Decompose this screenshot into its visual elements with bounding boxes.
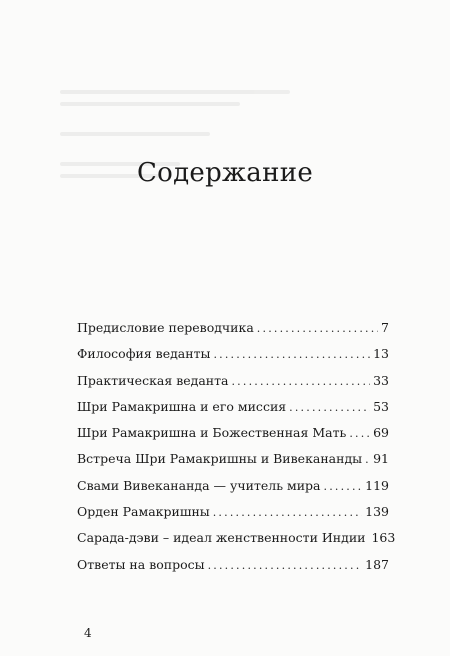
toc-entry-title: Шри Рамакришна и Божественная Мать [77,425,347,441]
dot-leader [349,421,370,447]
toc-entry-title: Орден Рамакришны [77,504,210,520]
toc-entry-page: 91 [373,451,389,467]
toc-entry[interactable] [77,473,389,499]
toc-entry-page: 139 [365,504,389,520]
dot-leader [289,395,370,421]
toc-entry-page: 13 [373,346,389,362]
toc-entry-title: Свами Вивекананда — учитель мира [77,477,321,493]
toc-entry[interactable] [77,394,389,420]
toc-entry-title: Предисловие переводчика [77,320,254,335]
page-title: Содержание [136,158,314,188]
toc-entry-title: Шри Рамакришна и его миссия [77,398,287,414]
toc-entry[interactable] [77,420,389,446]
dot-leader [231,369,370,395]
toc-entry-title: Практическая веданта [77,372,229,388]
toc-entry-page: 119 [365,477,389,493]
toc-entry-page: 163 [371,530,396,546]
toc-entry-title: Философия веданты [77,346,211,362]
toc-entry-page: 33 [373,372,389,388]
toc-entry[interactable] [77,315,389,341]
toc-entry-title: Ответы на вопросы [77,556,205,572]
toc-entry-title: Сарада-дэви – идеал женственности Индии [77,530,366,546]
dot-leader [365,447,370,473]
dot-leader [324,474,363,500]
toc-entry-page: 187 [365,556,389,572]
toc-entry[interactable] [77,446,389,472]
toc-entry[interactable] [77,525,396,551]
dot-leader [257,316,378,342]
toc-entry-title: Встреча Шри Рамакришны и Вивекананды [77,451,363,467]
toc-entry[interactable] [77,341,389,367]
dot-leader [213,500,362,526]
page-number: 4 [84,626,92,640]
toc-entry-page: 53 [373,398,389,414]
toc-entry-page: 7 [381,320,389,335]
dot-leader [213,342,370,368]
table-of-contents [77,315,396,578]
toc-entry[interactable] [77,552,389,578]
dot-leader [208,553,363,579]
toc-entry[interactable] [77,499,389,525]
toc-entry[interactable] [77,368,389,394]
toc-entry-page: 69 [373,425,389,441]
